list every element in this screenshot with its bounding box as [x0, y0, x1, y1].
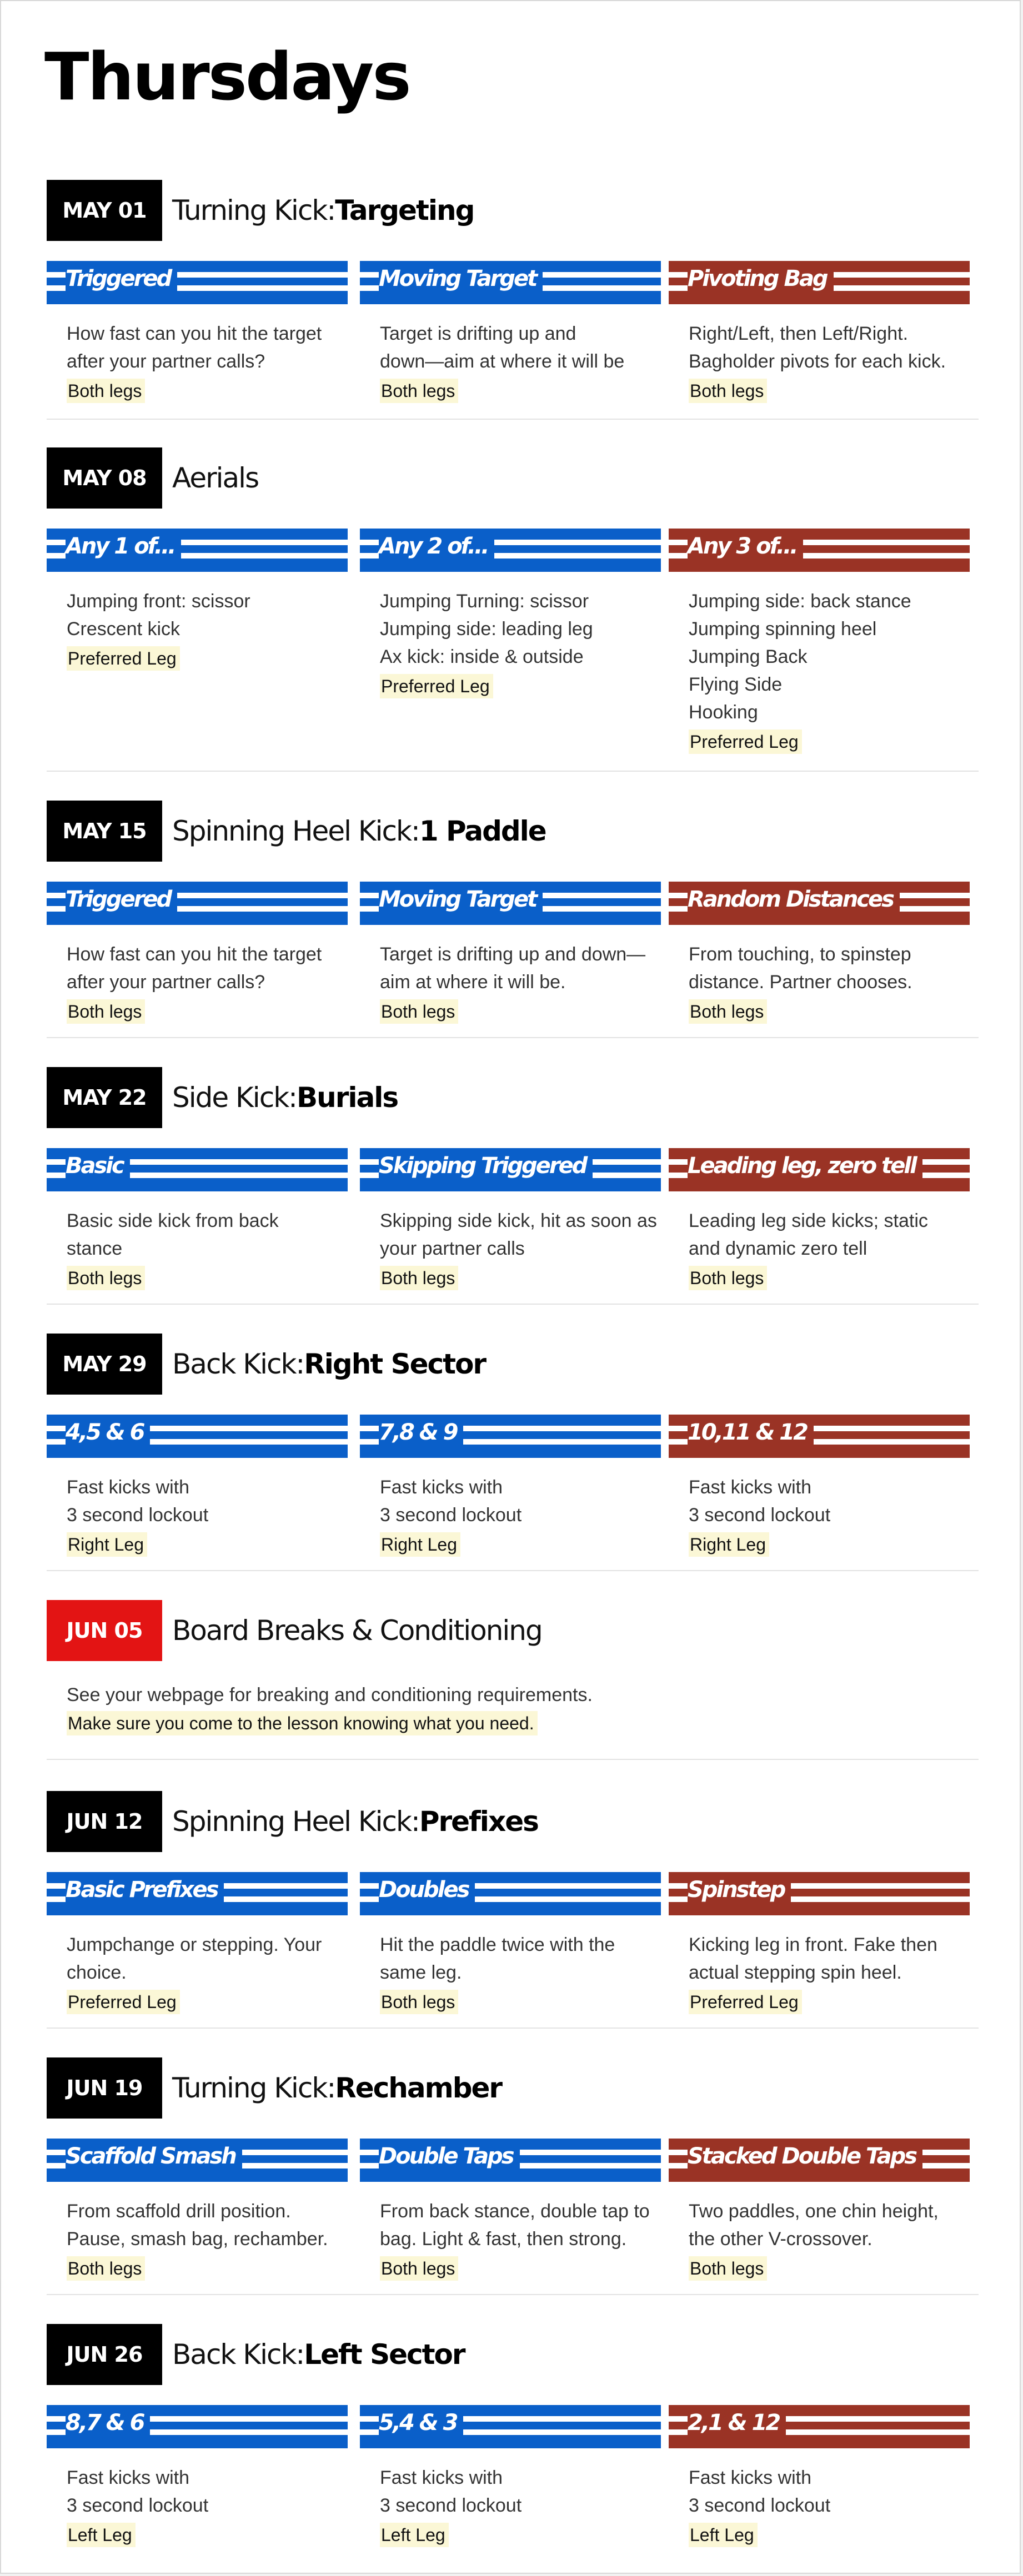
drill-label: Leading leg, zero tell [688, 1148, 922, 1184]
drill-description [360, 2448, 661, 2549]
date-badge: JUN 26 [47, 2324, 162, 2385]
description-line: Fast kicks with [380, 2467, 503, 2488]
section-header [47, 180, 979, 241]
description-line: Bagholder pivots for each kick. [689, 351, 946, 372]
drill-description [669, 925, 970, 1025]
leg-tag: Preferred Leg [689, 729, 802, 754]
drill-label: Any 3 of... [688, 529, 803, 564]
description-line: choice. [67, 1962, 127, 1983]
section-title [172, 447, 258, 509]
schedule-section [47, 2324, 979, 2545]
drill-header [47, 2405, 348, 2448]
schedule-section [47, 447, 979, 752]
description-line: Fast kicks with [67, 2467, 190, 2488]
description-line: From scaffold drill position. [67, 2201, 291, 2222]
drill-description [669, 304, 970, 405]
drill-header [669, 1872, 970, 1915]
leg-tag: Both legs [380, 1990, 458, 2014]
drill-description [47, 304, 348, 405]
section-title-emphasis: Left Sector [304, 2338, 465, 2371]
schedule-section [47, 1067, 979, 1288]
drill-label: 2,1 & 12 [688, 2405, 786, 2441]
description-line: distance. Partner chooses. [689, 972, 912, 993]
section-title-emphasis: Right Sector [304, 1348, 486, 1380]
description-line: Fast kicks with [380, 1477, 503, 1498]
description-line: Kicking leg in front. Fake then [689, 1934, 937, 1955]
drill-column [47, 1872, 348, 2016]
drill-header [360, 1415, 661, 1458]
leg-tag: Preferred Leg [380, 674, 493, 698]
description-line: down—aim at where it will be [380, 351, 625, 372]
drill-header [360, 1872, 661, 1915]
drill-column [669, 882, 970, 1025]
drill-header [47, 1415, 348, 1458]
drill-header [47, 1148, 348, 1191]
description-line: Ax kick: inside & outside [380, 646, 584, 667]
leg-tag: Both legs [380, 1266, 458, 1290]
drill-description [360, 1191, 661, 1292]
leg-tag: Left Leg [67, 2523, 136, 2547]
drill-description [47, 1191, 348, 1292]
drill-description [360, 1458, 661, 1558]
drill-header [360, 2139, 661, 2182]
leg-tag: Both legs [689, 2256, 767, 2281]
drill-description [360, 2182, 661, 2282]
drill-description [47, 1915, 348, 2016]
drill-header [669, 529, 970, 572]
drill-header [669, 261, 970, 304]
drill-column [360, 2139, 661, 2282]
drill-column [47, 882, 348, 1025]
drill-header [669, 2139, 970, 2182]
description-line: 3 second lockout [380, 2495, 522, 2516]
section-title-emphasis: 1 Paddle [419, 815, 546, 847]
section-title [172, 2324, 465, 2385]
drill-description [360, 925, 661, 1025]
leg-tag: Both legs [689, 999, 767, 1024]
section-title [172, 801, 546, 862]
drill-label: Moving Target [379, 261, 543, 296]
drill-label: 7,8 & 9 [379, 1415, 463, 1450]
drill-label: 8,7 & 6 [66, 2405, 150, 2441]
section-title-text: Board Breaks & Conditioning [172, 1614, 542, 1647]
schedule-section [47, 180, 979, 401]
drill-header [360, 2405, 661, 2448]
drill-label: Random Distances [688, 882, 900, 917]
leg-tag: Both legs [689, 379, 767, 403]
section-divider [47, 419, 979, 420]
description-line: Jumping front: scissor [67, 591, 250, 612]
drill-description [360, 304, 661, 405]
drill-description [47, 2182, 348, 2282]
description-line: Fast kicks with [689, 2467, 812, 2488]
section-title-text: Turning Kick: [172, 2072, 335, 2104]
description-line: the other V-crossover. [689, 2228, 872, 2250]
drill-column [47, 2405, 348, 2549]
drill-description [669, 1915, 970, 2016]
drill-header [669, 1148, 970, 1191]
section-header [47, 2324, 979, 2385]
drill-label: Double Taps [379, 2139, 520, 2174]
drill-column [669, 261, 970, 405]
drill-column [360, 2405, 661, 2549]
section-title-text: Back Kick: [172, 1348, 304, 1380]
description-line: after your partner calls? [67, 972, 265, 993]
drill-label: Basic [66, 1148, 130, 1184]
description-line: Jumping Back [689, 646, 808, 667]
leg-tag: Both legs [380, 2256, 458, 2281]
section-title-text: Spinning Heel Kick: [172, 815, 419, 847]
leg-tag: Right Leg [380, 1532, 460, 1557]
drill-column [669, 1872, 970, 2016]
section-title-text: Back Kick: [172, 2338, 304, 2371]
drill-column [47, 1148, 348, 1292]
leg-tag: Preferred Leg [689, 1990, 802, 2014]
date-badge: MAY 01 [47, 180, 162, 241]
drill-column [47, 529, 348, 672]
drill-column [360, 1415, 661, 1558]
drill-column [360, 529, 661, 700]
drill-label: Triggered [66, 882, 177, 917]
section-title-text: Aerials [172, 462, 259, 494]
drill-header [47, 2139, 348, 2182]
leg-tag: Both legs [380, 999, 458, 1024]
description-line: and dynamic zero tell [689, 1238, 867, 1259]
description-line: Hit the paddle twice with the [380, 1934, 615, 1955]
date-badge: MAY 15 [47, 801, 162, 862]
page-title: Thursdays [44, 38, 410, 115]
schedule-section [47, 1600, 979, 1733]
section-divider [47, 1037, 979, 1038]
drill-label: Basic Prefixes [66, 1872, 224, 1908]
description-line: How fast can you hit the target [67, 944, 322, 965]
drill-header [360, 882, 661, 925]
description-line: Jumpchange or stepping. Your [67, 1934, 322, 1955]
description-line: actual stepping spin heel. [689, 1962, 902, 1983]
section-title [172, 1791, 538, 1852]
description-line: after your partner calls? [67, 351, 265, 372]
section-header [47, 801, 979, 862]
drill-description [360, 572, 661, 700]
drill-column [360, 1148, 661, 1292]
description-line: 3 second lockout [67, 1505, 209, 1526]
description-line: 3 second lockout [380, 1505, 522, 1526]
drill-description [669, 2182, 970, 2282]
drill-column [669, 2405, 970, 2549]
leg-tag: Preferred Leg [67, 646, 180, 671]
section-divider [47, 2294, 979, 2295]
drill-description [360, 1915, 661, 2016]
note-highlight: Make sure you come to the lesson knowing what you need. [67, 1711, 538, 1735]
description-line: From touching, to spinstep [689, 944, 911, 965]
section-header [47, 1334, 979, 1395]
drill-header [360, 1148, 661, 1191]
description-line: your partner calls [380, 1238, 525, 1259]
description-line: 3 second lockout [689, 1505, 831, 1526]
drill-header [47, 529, 348, 572]
drill-label: Skipping Triggered [379, 1148, 593, 1184]
description-line: How fast can you hit the target [67, 323, 322, 344]
drill-description [669, 2448, 970, 2549]
description-line: Target is drifting up and down— [380, 944, 646, 965]
drill-label: 5,4 & 3 [379, 2405, 463, 2441]
leg-tag: Right Leg [689, 1532, 769, 1557]
drill-label: Scaffold Smash [66, 2139, 242, 2174]
drill-label: Any 1 of... [66, 529, 181, 564]
description-line: Skipping side kick, hit as soon as [380, 1210, 657, 1231]
section-title [172, 1600, 542, 1661]
drill-description [47, 572, 348, 672]
leg-tag: Left Leg [380, 2523, 449, 2547]
drill-label: Triggered [66, 261, 177, 296]
section-header [47, 1791, 979, 1852]
description-line: Target is drifting up and [380, 323, 576, 344]
date-badge: MAY 08 [47, 447, 162, 509]
date-badge: JUN 12 [47, 1791, 162, 1852]
section-title [172, 180, 474, 241]
description-line: stance [67, 1238, 123, 1259]
drill-column [669, 529, 970, 756]
drill-description [669, 1458, 970, 1558]
section-divider [47, 1304, 979, 1305]
description-line: Right/Left, then Left/Right. [689, 323, 909, 344]
drill-column [669, 2139, 970, 2282]
section-title-emphasis: Prefixes [419, 1805, 538, 1838]
drill-column [47, 2139, 348, 2282]
date-badge: MAY 22 [47, 1067, 162, 1128]
description-line: Jumping spinning heel [689, 618, 877, 640]
description-line: aim at where it will be. [380, 972, 566, 993]
section-divider [47, 1759, 979, 1760]
description-line: From back stance, double tap to [380, 2201, 650, 2222]
drill-label: Doubles [379, 1872, 475, 1908]
drill-column [360, 882, 661, 1025]
drill-label: Moving Target [379, 882, 543, 917]
schedule-section [47, 1791, 979, 2012]
description-line: Crescent kick [67, 618, 180, 640]
drill-description [47, 2448, 348, 2549]
section-title-text: Turning Kick: [172, 194, 335, 227]
drill-description [47, 1458, 348, 1558]
description-line: 3 second lockout [689, 2495, 831, 2516]
leg-tag: Right Leg [67, 1532, 147, 1557]
section-header [47, 2057, 979, 2119]
section-divider [47, 771, 979, 772]
description-line: Leading leg side kicks; static [689, 1210, 928, 1231]
schedule-section [47, 1334, 979, 1554]
drill-label: Any 2 of... [379, 529, 494, 564]
section-title-emphasis: Targeting [335, 194, 474, 227]
leg-tag: Preferred Leg [67, 1990, 180, 2014]
leg-tag: Both legs [67, 2256, 145, 2281]
drill-header [669, 1415, 970, 1458]
date-badge: MAY 29 [47, 1334, 162, 1395]
section-divider [47, 2027, 979, 2029]
drill-header [360, 261, 661, 304]
drill-header [669, 882, 970, 925]
section-title [172, 1334, 485, 1395]
drill-label: 4,5 & 6 [66, 1415, 150, 1450]
schedule-section [47, 801, 979, 1022]
description-line: Jumping side: back stance [689, 591, 911, 612]
section-title-text: Side Kick: [172, 1081, 297, 1114]
description-line: Flying Side [689, 674, 783, 695]
date-badge: JUN 05 [47, 1600, 162, 1661]
drill-header [47, 1872, 348, 1915]
leg-tag: Both legs [67, 379, 145, 403]
description-line: Fast kicks with [689, 1477, 812, 1498]
drill-header [47, 261, 348, 304]
section-title-emphasis: Rechamber [335, 2072, 502, 2104]
section-header [47, 447, 979, 509]
section-header [47, 1067, 979, 1128]
description-line: 3 second lockout [67, 2495, 209, 2516]
description-line: Jumping side: leading leg [380, 618, 593, 640]
drill-label: Spinstep [688, 1872, 791, 1908]
drill-column [360, 1872, 661, 2016]
section-header [47, 1600, 979, 1661]
date-badge: JUN 19 [47, 2057, 162, 2119]
drill-description [669, 1191, 970, 1292]
description-line: Pause, smash bag, rechamber. [67, 2228, 328, 2250]
drill-column [47, 1415, 348, 1558]
drill-column [47, 261, 348, 405]
drill-column [669, 1415, 970, 1558]
drill-column [669, 1148, 970, 1292]
leg-tag: Left Leg [689, 2523, 758, 2547]
description-line: Two paddles, one chin height, [689, 2201, 939, 2222]
leg-tag: Both legs [67, 1266, 145, 1290]
drill-label: 10,11 & 12 [688, 1415, 814, 1450]
drill-header [47, 882, 348, 925]
section-title [172, 2057, 502, 2119]
schedule-section [47, 2057, 979, 2278]
description-line: Basic side kick from back [67, 1210, 279, 1231]
description-line: Hooking [689, 702, 758, 723]
drill-label: Stacked Double Taps [688, 2139, 922, 2174]
drill-header [669, 2405, 970, 2448]
description-line: same leg. [380, 1962, 462, 1983]
section-divider [47, 1570, 979, 1571]
drill-column [360, 261, 661, 405]
leg-tag: Both legs [380, 379, 458, 403]
note-text: See your webpage for breaking and conditioning requirements. [67, 1684, 593, 1705]
section-title [172, 1067, 398, 1128]
section-title-emphasis: Burials [297, 1081, 398, 1114]
drill-label: Pivoting Bag [688, 261, 834, 296]
section-note [67, 1681, 593, 1737]
description-line: Jumping Turning: scissor [380, 591, 589, 612]
drill-header [360, 529, 661, 572]
drill-description [47, 925, 348, 1025]
drill-description [669, 572, 970, 756]
description-line: Fast kicks with [67, 1477, 190, 1498]
leg-tag: Both legs [689, 1266, 767, 1290]
section-title-text: Spinning Heel Kick: [172, 1805, 419, 1838]
leg-tag: Both legs [67, 999, 145, 1024]
description-line: bag. Light & fast, then strong. [380, 2228, 627, 2250]
